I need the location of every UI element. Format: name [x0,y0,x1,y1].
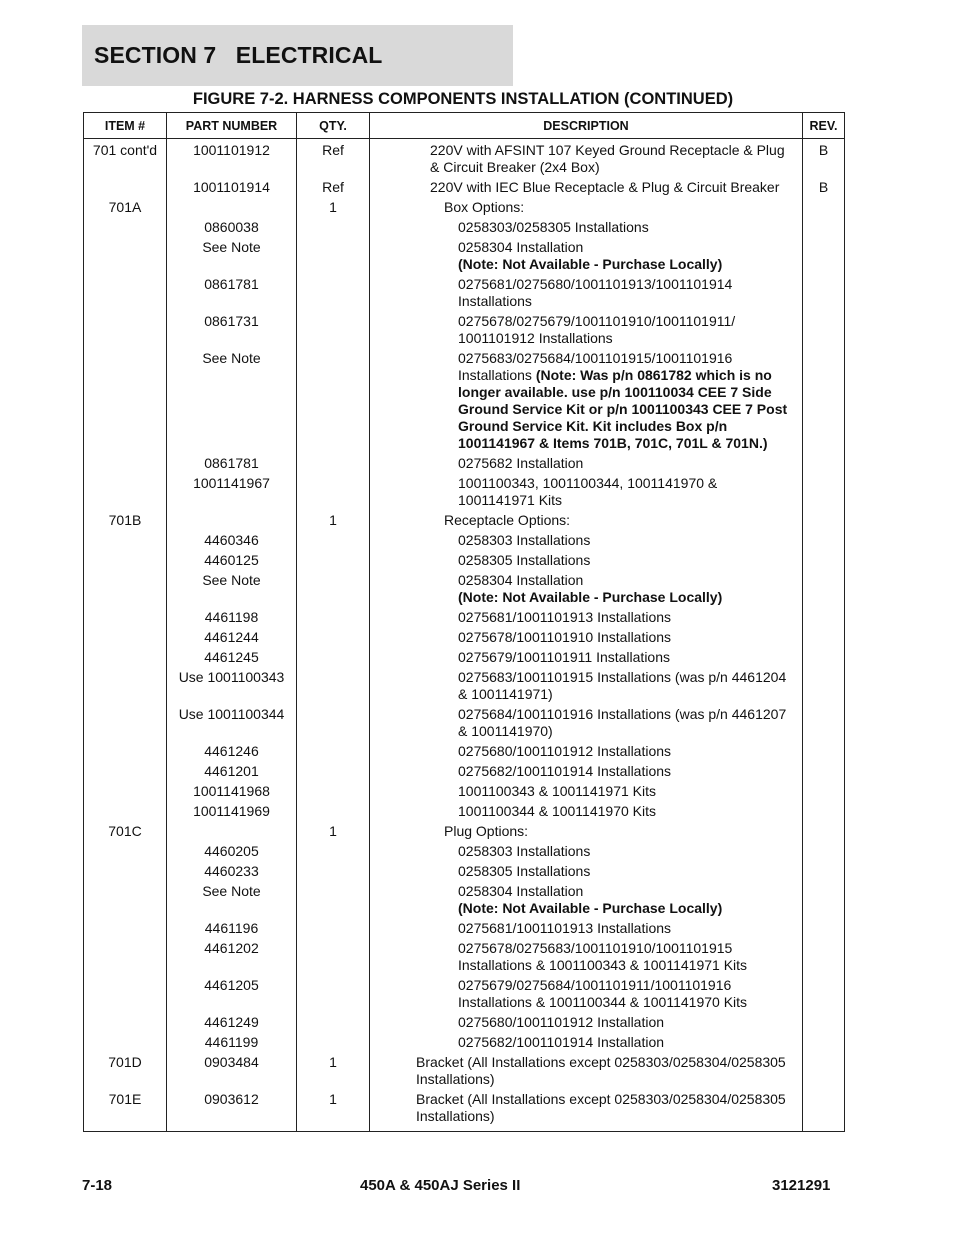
qty-cell [297,940,370,977]
table-row [84,552,845,572]
item-number-cell [84,572,167,609]
description-cell [370,920,803,940]
part-number-cell: See Note [167,883,297,920]
table-row [84,823,845,843]
qty-cell [297,920,370,940]
description-text: Bracket (All Installations except 0258303/0258304/0258305 Installations) [416,1091,786,1124]
footer-manual-number: 3121291 [772,1177,831,1194]
description-text: 0258305 Installations [458,863,591,879]
rev-cell [803,843,845,863]
table-row [84,763,845,783]
part-number-cell: 0903612 [167,1091,297,1132]
description-cell [370,763,803,783]
rev-cell [803,512,845,532]
rev-cell [803,475,845,512]
col-header-qty: QTY. [297,113,370,139]
description-text: 0258303/0258305 Installations [458,219,649,235]
rev-cell [803,743,845,763]
table-row [84,783,845,803]
description-cell [370,276,803,313]
qty-cell: Ref [297,179,370,199]
qty-cell [297,743,370,763]
qty-cell: 1 [297,823,370,843]
part-number-cell: 4461202 [167,940,297,977]
part-number-cell: 1001101914 [167,179,297,199]
description-text: 0258304 Installation [458,883,584,899]
rev-cell [803,977,845,1014]
part-number-cell: 4460346 [167,532,297,552]
description-text: Box Options: [444,199,525,215]
qty-cell [297,763,370,783]
table-row [84,649,845,669]
description-text: 1001100343, 1001100344, 1001141970 & 1001141971 Kits [458,475,718,508]
rev-cell [803,313,845,350]
table-row [84,706,845,743]
part-number-cell: Use 1001100343 [167,669,297,706]
item-number-cell [84,977,167,1014]
rev-cell [803,455,845,475]
table-row [84,350,845,455]
qty-cell [297,629,370,649]
table-row [84,629,845,649]
item-number-cell [84,669,167,706]
description-text: 220V with AFSINT 107 Keyed Ground Receptacle & Plug & Circuit Breaker (2x4 Box) [430,142,785,175]
description-cell [370,475,803,512]
qty-cell [297,803,370,823]
part-number-cell: 4461246 [167,743,297,763]
item-number-cell [84,350,167,455]
qty-cell: Ref [297,139,370,180]
footer-page-number: 7-18 [82,1177,113,1194]
description-text: 0275683/1001101915 Installations (was p/n 4461204 & 1001141971) [458,669,787,702]
description-text: 0275683/0275684/1001101915/1001101916 Installations [458,350,733,383]
description-cell [370,863,803,883]
description-cell [370,139,803,180]
description-text: 0258305 Installations [458,552,591,568]
description-cell [370,843,803,863]
table-row [84,609,845,629]
description-cell [370,313,803,350]
table-row [84,743,845,763]
qty-cell [297,572,370,609]
description-text: 0275678/1001101910 Installations [458,629,672,645]
description-cell [370,803,803,823]
part-number-cell: 1001101912 [167,139,297,180]
qty-cell [297,669,370,706]
item-number-cell [84,783,167,803]
description-text: 1001100343 & 1001141971 Kits [458,783,656,799]
part-number-cell: 4461205 [167,977,297,1014]
qty-cell: 1 [297,199,370,219]
description-cell [370,1034,803,1054]
rev-cell [803,239,845,276]
item-number-cell: 701A [84,199,167,219]
qty-cell [297,219,370,239]
table-row [84,512,845,532]
description-cell [370,219,803,239]
description-cell [370,743,803,763]
part-number-cell: 0903484 [167,1054,297,1091]
qty-cell [297,977,370,1014]
description-cell [370,977,803,1014]
item-number-cell [84,179,167,199]
rev-cell [803,1014,845,1034]
item-number-cell [84,649,167,669]
part-number-cell: Use 1001100344 [167,706,297,743]
qty-cell: 1 [297,1054,370,1091]
qty-cell: 1 [297,1091,370,1132]
table-row [84,940,845,977]
table-row [84,1034,845,1054]
qty-cell [297,843,370,863]
description-cell [370,572,803,609]
description-text: 220V with IEC Blue Receptacle & Plug & Circuit Breaker [430,179,780,195]
table-row [84,276,845,313]
table-row [84,475,845,512]
item-number-cell [84,313,167,350]
qty-cell [297,276,370,313]
rev-cell [803,532,845,552]
col-header-item: ITEM # [84,113,167,139]
part-number-cell: See Note [167,239,297,276]
rev-cell [803,783,845,803]
item-number-cell [84,1034,167,1054]
item-number-cell [84,239,167,276]
description-cell [370,1091,803,1132]
item-number-cell: 701B [84,512,167,532]
item-number-cell [84,475,167,512]
rev-cell [803,649,845,669]
qty-cell [297,532,370,552]
item-number-cell [84,1014,167,1034]
description-cell [370,706,803,743]
part-number-cell: 4461199 [167,1034,297,1054]
parts-table [83,112,845,1132]
part-number-cell: 4461249 [167,1014,297,1034]
description-text: 0275681/0275680/1001101913/1001101914 Installations [458,276,733,309]
table-row [84,455,845,475]
qty-cell [297,313,370,350]
item-number-cell [84,455,167,475]
item-number-cell [84,843,167,863]
col-header-rev: REV. [803,113,845,139]
part-number-cell: See Note [167,350,297,455]
part-number-cell: 4461201 [167,763,297,783]
section-title: SECTION 7 ELECTRICAL [94,42,383,68]
rev-cell [803,669,845,706]
rev-cell [803,1034,845,1054]
item-number-cell: 701D [84,1054,167,1091]
qty-cell [297,1014,370,1034]
footer-model: 450A & 450AJ Series II [360,1177,521,1194]
description-text: 0258304 Installation [458,239,584,255]
rev-cell: B [803,179,845,199]
rev-cell [803,552,845,572]
description-text: 0275678/0275679/1001101910/1001101911/ 1001101912 Installations [458,313,736,346]
description-text: 0275680/1001101912 Installations [458,743,672,759]
description-note: (Note: Was p/n 0861782 which is no longer available. use p/n 100110034 CEE 7 Side Ground Service Kit or p/n 1001100343 CEE 7 Post Ground Service Kit. Kit includes Box p/n 1001141967 & Items 701B, 701C, 701L & 701N.) [458,367,788,451]
item-number-cell [84,219,167,239]
description-text: 0275679/1001101911 Installations [458,649,670,665]
description-text: 0258304 Installation [458,572,584,588]
qty-cell [297,649,370,669]
table-row [84,572,845,609]
description-text: 0258303 Installations [458,532,591,548]
description-cell [370,823,803,843]
item-number-cell [84,532,167,552]
part-number-cell: 4461196 [167,920,297,940]
col-header-part-number: PART NUMBER [167,113,297,139]
col-header-description: DESCRIPTION [370,113,803,139]
rev-cell [803,863,845,883]
table-row [84,920,845,940]
table-row [84,199,845,219]
rev-cell [803,219,845,239]
description-text: 0275678/0275683/1001101910/1001101915 Installations & 1001100343 & 1001141971 Kits [458,940,748,973]
description-text: 0275682/1001101914 Installations [458,763,672,779]
qty-cell [297,552,370,572]
qty-cell [297,863,370,883]
qty-cell [297,883,370,920]
item-number-cell [84,743,167,763]
description-note: (Note: Not Available - Purchase Locally) [458,256,723,272]
description-text: Receptacle Options: [444,512,571,528]
qty-cell [297,350,370,455]
item-number-cell [84,883,167,920]
item-number-cell: 701C [84,823,167,843]
description-cell [370,239,803,276]
item-number-cell: 701 cont'd [84,139,167,180]
item-number-cell [84,706,167,743]
qty-cell: 1 [297,512,370,532]
description-cell [370,1014,803,1034]
part-number-cell [167,512,297,532]
table-row [84,532,845,552]
table-row [84,803,845,823]
rev-cell: B [803,139,845,180]
rev-cell [803,823,845,843]
figure-title: FIGURE 7-2. HARNESS COMPONENTS INSTALLATION (CONTINUED) [192,90,734,108]
qty-cell [297,783,370,803]
description-cell [370,455,803,475]
description-text: 0258303 Installations [458,843,591,859]
description-cell [370,883,803,920]
rev-cell [803,883,845,920]
rev-cell [803,1054,845,1091]
description-note: (Note: Not Available - Purchase Locally) [458,589,723,605]
part-number-cell: 0861731 [167,313,297,350]
rev-cell [803,706,845,743]
description-cell [370,783,803,803]
description-cell [370,609,803,629]
item-number-cell [84,609,167,629]
description-note: (Note: Not Available - Purchase Locally) [458,900,723,916]
parts-table-body [84,139,845,1132]
part-number-cell: 1001141968 [167,783,297,803]
table-row [84,977,845,1014]
table-row [84,313,845,350]
part-number-cell: 4461244 [167,629,297,649]
part-number-cell: 4460233 [167,863,297,883]
table-row [84,843,845,863]
table-row [84,1054,845,1091]
description-cell [370,629,803,649]
description-text: Plug Options: [444,823,529,839]
part-number-cell [167,199,297,219]
description-text: 0275682/1001101914 Installation [458,1034,665,1050]
table-row [84,219,845,239]
qty-cell [297,609,370,629]
item-number-cell [84,863,167,883]
item-number-cell [84,940,167,977]
description-cell [370,199,803,219]
qty-cell [297,239,370,276]
description-text: 1001100344 & 1001141970 Kits [458,803,656,819]
description-cell [370,179,803,199]
description-text: 0275679/0275684/1001101911/1001101916 Installations & 1001100344 & 1001141970 Kits [458,977,748,1010]
rev-cell [803,940,845,977]
part-number-cell: 4461198 [167,609,297,629]
item-number-cell [84,276,167,313]
rev-cell [803,350,845,455]
table-row [84,863,845,883]
item-number-cell [84,629,167,649]
description-cell [370,532,803,552]
table-row [84,669,845,706]
description-cell [370,669,803,706]
item-number-cell [84,552,167,572]
part-number-cell: 4460125 [167,552,297,572]
description-text: Bracket (All Installations except 0258303/0258304/0258305 Installations) [416,1054,786,1087]
section-header [82,25,513,86]
table-row [84,1091,845,1132]
description-text: 0275680/1001101912 Installation [458,1014,665,1030]
qty-cell [297,1034,370,1054]
description-text: 0275681/1001101913 Installations [458,609,672,625]
rev-cell [803,763,845,783]
description-cell [370,512,803,532]
rev-cell [803,629,845,649]
rev-cell [803,572,845,609]
qty-cell [297,455,370,475]
description-cell [370,940,803,977]
table-header-row [84,113,845,139]
table-row [84,239,845,276]
part-number-cell: See Note [167,572,297,609]
description-text: 0275682 Installation [458,455,584,471]
description-cell [370,1054,803,1091]
part-number-cell: 1001141969 [167,803,297,823]
qty-cell [297,475,370,512]
rev-cell [803,920,845,940]
table-row [84,883,845,920]
part-number-cell: 0861781 [167,455,297,475]
part-number-cell [167,823,297,843]
rev-cell [803,609,845,629]
description-cell [370,649,803,669]
rev-cell [803,199,845,219]
part-number-cell: 4461245 [167,649,297,669]
rev-cell [803,276,845,313]
table-row [84,179,845,199]
item-number-cell [84,763,167,783]
description-cell [370,552,803,572]
part-number-cell: 4460205 [167,843,297,863]
table-row [84,139,845,180]
rev-cell [803,803,845,823]
item-number-cell [84,803,167,823]
item-number-cell: 701E [84,1091,167,1132]
description-cell [370,350,803,455]
item-number-cell [84,920,167,940]
table-row [84,1014,845,1034]
qty-cell [297,706,370,743]
part-number-cell: 1001141967 [167,475,297,512]
part-number-cell: 0860038 [167,219,297,239]
description-text: 0275681/1001101913 Installations [458,920,672,936]
rev-cell [803,1091,845,1132]
part-number-cell: 0861781 [167,276,297,313]
description-text: 0275684/1001101916 Installations (was p/n 4461207 & 1001141970) [458,706,787,739]
